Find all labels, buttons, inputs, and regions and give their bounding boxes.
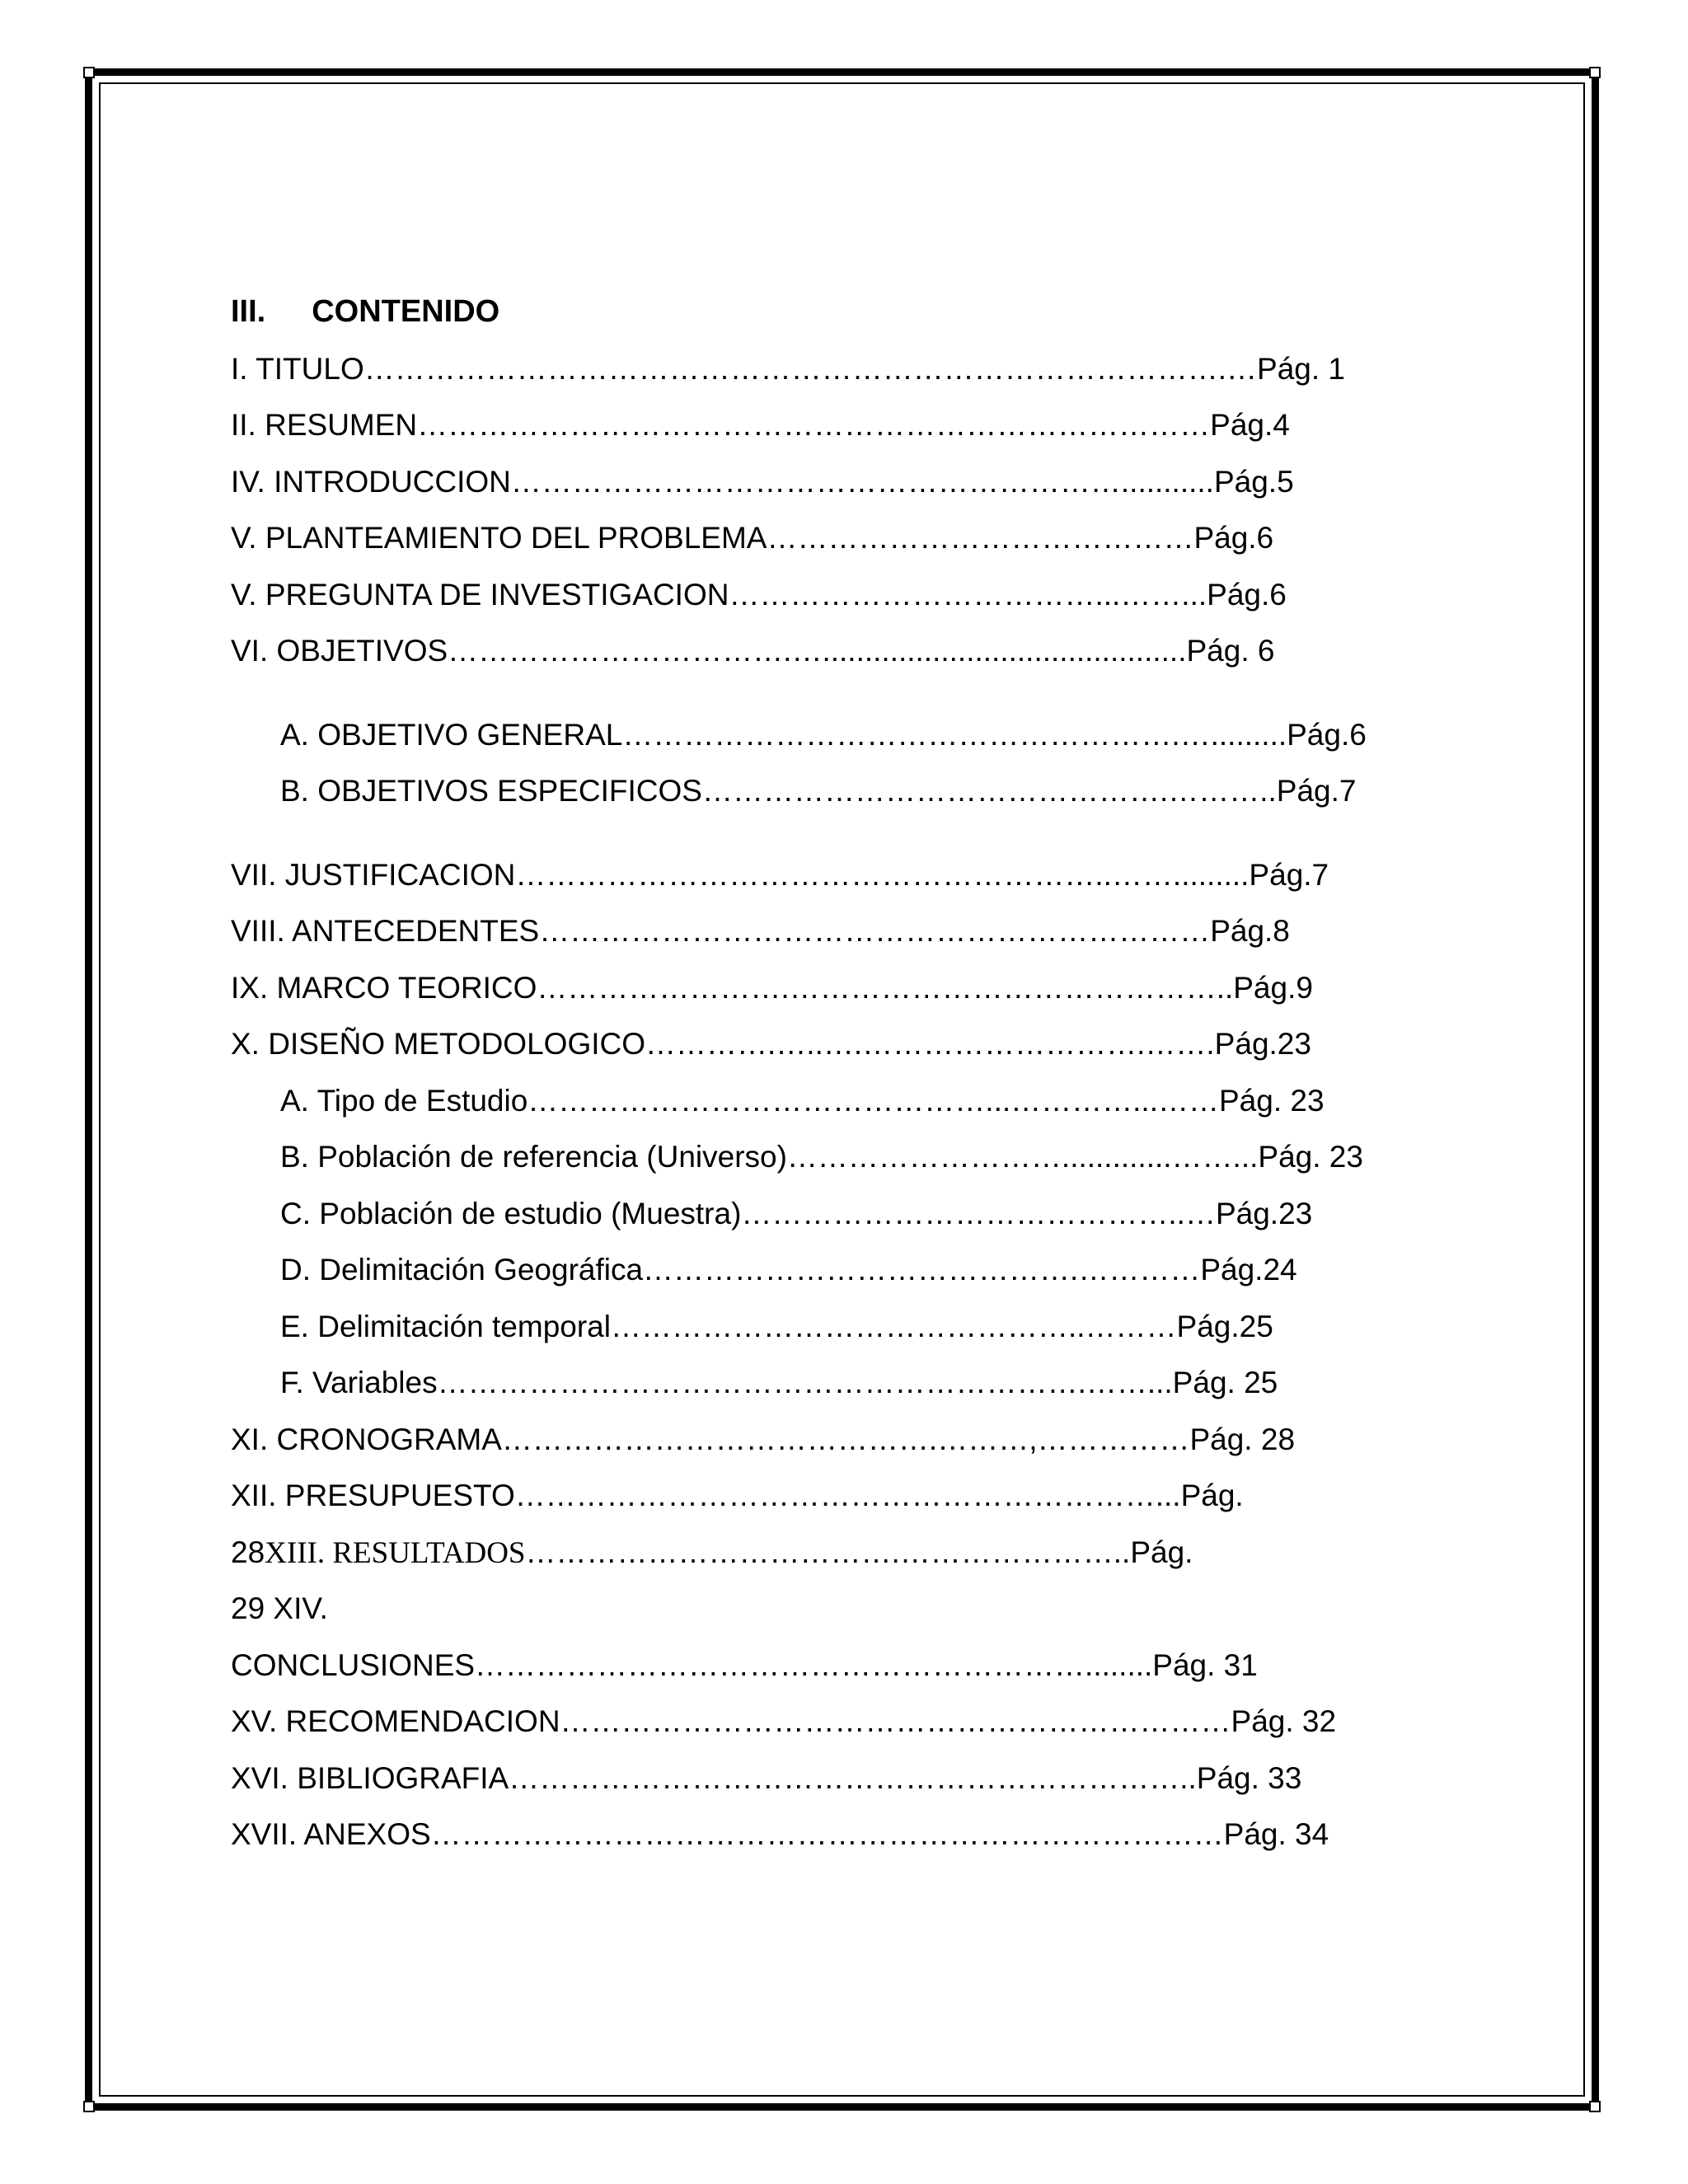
- toc-entry-recomendacion: XV. RECOMENDACION…………………………………………………………Pág. 32: [231, 1704, 1337, 1738]
- toc-entry-presupuesto: XII. PRESUPUESTO………………………………………………………...Pág.: [231, 1479, 1244, 1512]
- toc-entry-introduccion: IV. INTRODUCCION……………………………………………………...........Pág.5: [231, 465, 1294, 499]
- toc-entry-pregunta: V. PREGUNTA DE INVESTIGACION………………………………...……...Pág.6: [231, 578, 1287, 612]
- toc-entry-titulo: I. TITULO………………………………………………………………………….…Pág. 1: [231, 352, 1345, 386]
- toc-entry-objetivo-general: A. OBJETIVO GENERAL……………………………………………….….........Pág.6: [280, 718, 1367, 752]
- toc-entry-objetivos-especificos: B. OBJETIVOS ESPECIFICOS……………………………………….………..Pág.7: [280, 774, 1357, 808]
- toc-entry-diseno: X. DISEÑO METODOLOGICO………….…..….……………………….…….Pág.23: [231, 1027, 1311, 1061]
- toc-entry-tipo-estudio: A. Tipo de Estudio………………………………………...…………...……Pág. 23: [280, 1084, 1325, 1118]
- toc-heading: [231, 293, 499, 330]
- toc-entry-resultados-post: ……………………………….…………………..Pág.: [525, 1535, 1193, 1569]
- toc-entry-conclusiones: CONCLUSIONES……………………………………………………........Pág. 31: [231, 1648, 1258, 1682]
- toc-entry-justificacion: VII. JUSTIFICACION…………………………………………………..…….........Pág.7: [231, 858, 1329, 892]
- toc-entry-delimitacion-temporal: E. Delimitación temporal………………………………………..………Pág.25: [280, 1310, 1273, 1343]
- toc-entry-variables: F. Variables……………………………………………………….……...Pág. 25: [280, 1366, 1278, 1399]
- toc-entry-delimitacion-geografica: D. Delimitación Geográfica…………………………………….…………Pág.24: [280, 1253, 1297, 1286]
- toc-entry-resumen: II. RESUMEN……………………………………………………………………Pág.4: [231, 408, 1290, 442]
- toc-entry-planteamiento: V. PLANTEAMIENTO DEL PROBLEMA……………………………………Pág.6: [231, 521, 1274, 555]
- toc-entry-anexos: XVII. ANEXOS……………………………………………………………………Pág. 34: [231, 1817, 1329, 1851]
- toc-entry-resultados-title: XIII. RESULTADOS: [265, 1536, 526, 1570]
- toc-heading-title: CONTENIDO: [312, 294, 500, 329]
- toc-entry-marco-teorico: IX. MARCO TEORICO…………………….……………………………………..Pág.9: [231, 971, 1313, 1005]
- toc-entry-bibliografia: XVI. BIBLIOGRAFIA…………………………………………………………..Pág. 33: [231, 1761, 1302, 1795]
- toc-entry-resultados: [231, 1535, 1193, 1572]
- toc-entry-xiv: 29 XIV.: [231, 1591, 328, 1625]
- toc-entry-resultados-pre: 28: [231, 1535, 265, 1569]
- toc-entry-poblacion-estudio: C. Población de estudio (Muestra)……………………………………..…Pág.23: [280, 1197, 1313, 1230]
- toc-entry-cronograma: XI. CRONOGRAMA…………………………………….………,……………Pág. 28: [231, 1422, 1296, 1456]
- toc-entry-objetivos: VI. OBJETIVOS…………………………….…...........................................Pág. 6: [231, 634, 1275, 668]
- toc-entry-poblacion-referencia: B. Población de referencia (Universo)……………………….............……...Pág. 23: [280, 1140, 1363, 1174]
- toc-entry-antecedentes: VIII. ANTECEDENTES…………………………………………………………Pág.8: [231, 914, 1290, 948]
- toc-heading-number: III.: [231, 294, 266, 329]
